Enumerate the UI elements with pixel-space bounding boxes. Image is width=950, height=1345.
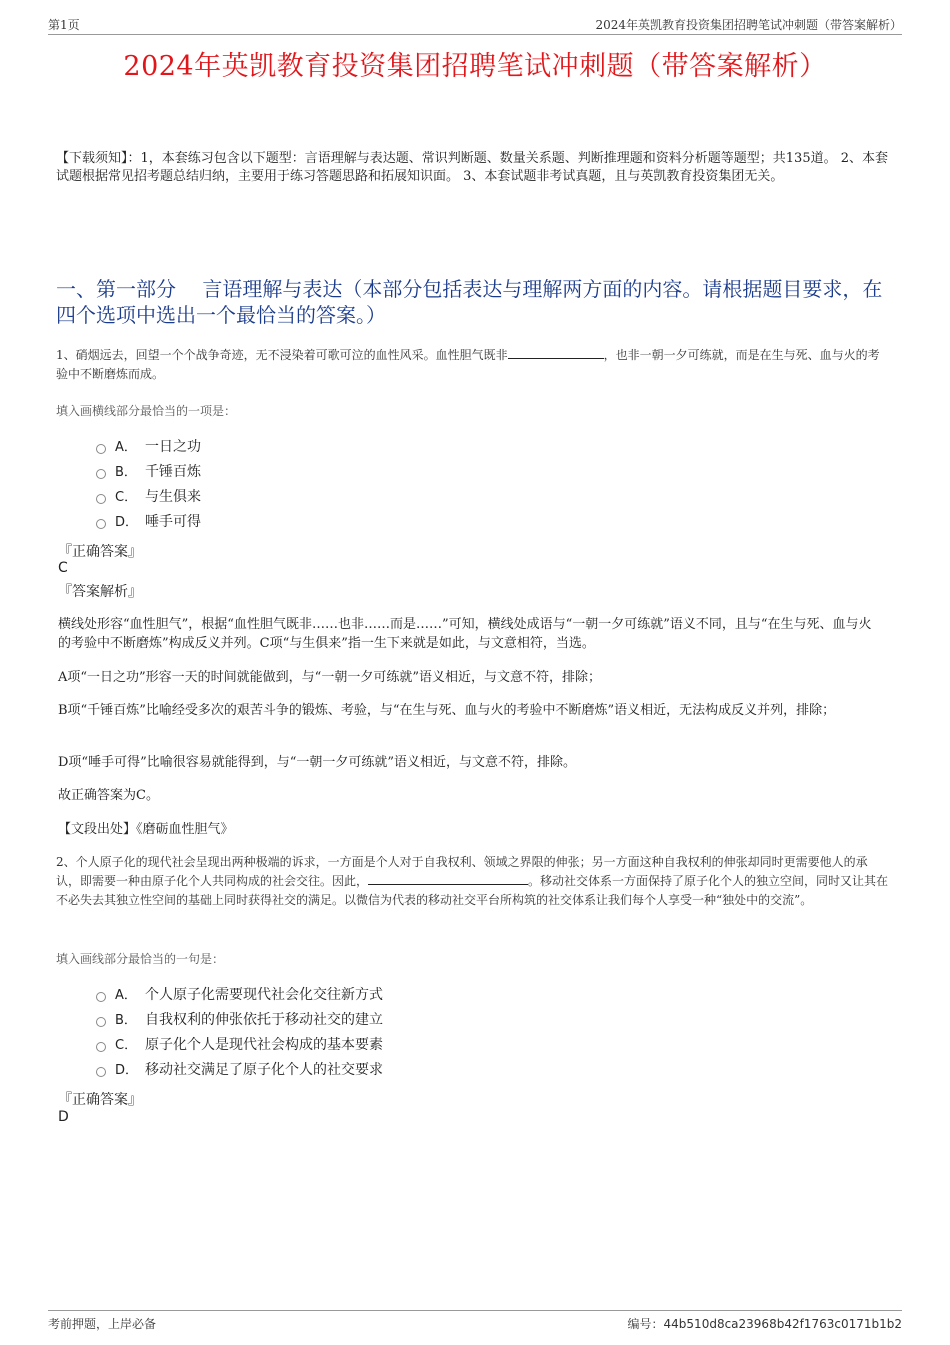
q1-answer: C: [58, 560, 68, 576]
page-title: 2024年英凯教育投资集团招聘笔试冲刺题（带答案解析）: [123, 51, 827, 82]
question-2-prompt: 填入画线部分最恰当的一句是：: [56, 952, 225, 966]
q2-option-d[interactable]: D． 移动社交满足了原子化个人的社交要求: [96, 1056, 383, 1081]
q1-analysis-label: 『答案解析』: [58, 584, 142, 600]
q1-option-c[interactable]: C． 与生俱来: [96, 483, 201, 508]
q1-analysis-paragraph: 横线处形容“血性胆气”，根据“血性胆气既非……也非……而是……”可知，横线处成语与“一朝一夕可练就”语义不同，且与“在生与死、血与火的考验中不断磨炼”构成反义并列。C项“与生俱来”指一生下来就是如此，与文意相符，当选。: [58, 617, 872, 651]
download-notice: 【下载须知】：1，本套练习包含以下题型：言语理解与表达题、常识判断题、数量关系题、判断推理题和资料分析题等题型；共135道。 2、本套试题根据常见招考题总结归纳，主要用于练习答题思路和拓展知识面。 3、本套试题非考试真题，且与英凯教育投资集团无关。: [56, 151, 888, 184]
question-1-prompt: 填入画横线部分最恰当的一项是：: [56, 404, 237, 418]
page-header: [48, 12, 902, 35]
q2-option-b[interactable]: B． 自我权利的伸张依托于移动社交的建立: [96, 1006, 383, 1031]
page-number: 第1页: [48, 18, 80, 32]
q1-analysis-paragraph: B项“千锤百炼”比喻经受多次的艰苦斗争的锻炼、考验，与“在生与死、血与火的考验中不断磨炼”语义相近，无法构成反义并列，排除；: [58, 703, 836, 718]
footer-code: 编号：44b510d8ca23968b42f1763c0171b1b2: [627, 1317, 902, 1331]
radio-icon[interactable]: [96, 1017, 106, 1027]
q1-option-a[interactable]: A． 一日之功: [96, 433, 201, 458]
question-1-options: [96, 433, 201, 533]
q1-option-d[interactable]: D． 唾手可得: [96, 508, 201, 533]
q2-option-c[interactable]: C． 原子化个人是现代社会构成的基本要素: [96, 1031, 383, 1056]
question-1-text: 1、硝烟远去，回望一个个战争奇迹，无不浸染着可歌可泣的血性风采。血性胆气既非 ，也非一朝一夕可练就，而是在生与死、血与火的考验中不断磨炼而成。: [56, 348, 880, 381]
q2-option-a[interactable]: A． 个人原子化需要现代社会化交往新方式: [96, 981, 383, 1006]
radio-icon[interactable]: [96, 992, 106, 1002]
radio-icon[interactable]: [96, 444, 106, 454]
radio-icon[interactable]: [96, 1067, 106, 1077]
q2-answer-label: 『正确答案』: [58, 1092, 142, 1108]
radio-icon[interactable]: [96, 519, 106, 529]
q1-analysis-conclusion: 故正确答案为C。: [58, 788, 159, 803]
q1-analysis-paragraph: D项“唾手可得”比喻很容易就能得到，与“一朝一夕可练就”语义相近，与文意不符，排除。: [58, 755, 577, 770]
footer-slogan: 考前押题，上岸必备: [48, 1317, 157, 1331]
section-heading: 一、第一部分 言语理解与表达（本部分包括表达与理解两方面的内容。请根据题目要求，在四个选项中选出一个最恰当的答案。）: [56, 277, 883, 327]
question-2-text: 2、个人原子化的现代社会呈现出两种极端的诉求，一方面是个人对于自我权利、领域之界限的伸张；另一方面这种自我权利的伸张却同时更需要他人的承认，即需要一种由原子化个人共同构成的社会交往。因此， 。移动社交体系一方面保持了原子化个人的独立空间，同时又让其在不必失去其独立性空间的基础上同时获得社交的满足。以微信为代表的移动社交平台所构筑的社交体系让我们每个人享受一种“独处中的交流”。: [56, 855, 889, 907]
page-footer: [48, 1310, 902, 1335]
question-2-blank: [368, 884, 528, 885]
radio-icon[interactable]: [96, 494, 106, 504]
q2-answer: D: [58, 1109, 69, 1125]
question-1-blank: [508, 358, 604, 359]
q1-option-b[interactable]: B． 千锤百炼: [96, 458, 201, 483]
question-2-options: [96, 981, 383, 1081]
header-doc-title: 2024年英凯教育投资集团招聘笔试冲刺题（带答案解析）: [595, 18, 902, 32]
q1-source: 【文段出处】《磨砺血性胆气》: [58, 822, 234, 837]
radio-icon[interactable]: [96, 469, 106, 479]
q1-answer-label: 『正确答案』: [58, 544, 142, 560]
radio-icon[interactable]: [96, 1042, 106, 1052]
q1-analysis-paragraph: A项“一日之功”形容一天的时间就能做到，与“一朝一夕可练就”语义相近，与文意不符，排除；: [58, 670, 601, 685]
